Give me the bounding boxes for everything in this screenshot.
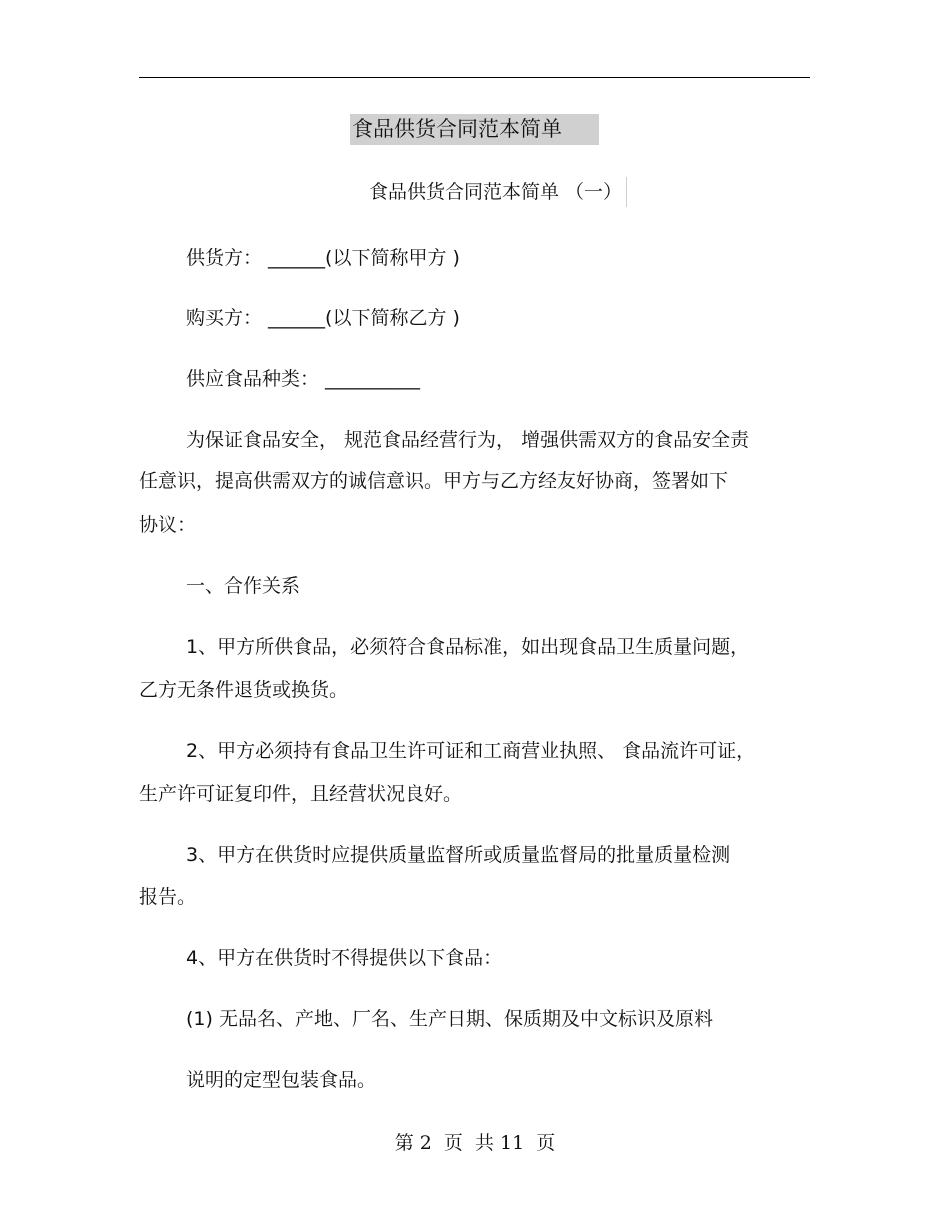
clause-1-line-2: 乙方无条件退货或换货。 xyxy=(139,679,349,701)
clause-4-line: 4、甲方在供货时不得提供以下食品： xyxy=(186,947,503,969)
intro-line-1: 为保证食品安全， 规范食品经营行为， 增强供需双方的食品安全责 xyxy=(186,429,750,451)
buyer-line: 购买方： ______(以下简称乙方 ) xyxy=(186,307,460,329)
document-title: 食品供货合同范本简单 xyxy=(350,114,599,145)
section-1-heading: 一、合作关系 xyxy=(186,575,301,597)
clause-4-item-1-line-2: 说明的定型包装食品。 xyxy=(186,1069,377,1091)
page-number-footer: 第 2 页 共 11 页 xyxy=(394,1132,556,1154)
contract-subtitle: 食品供货合同范本简单 （一） xyxy=(369,177,627,207)
intro-line-2: 任意识，提高供需双方的诚信意识。甲方与乙方经友好协商，签署如下 xyxy=(139,470,729,492)
supplier-line: 供货方： ______(以下简称甲方 ) xyxy=(186,247,460,269)
clause-3-line-2: 报告。 xyxy=(139,886,197,908)
food-type-line: 供应食品种类： __________ xyxy=(186,368,421,390)
header-rule xyxy=(139,77,810,78)
clause-4-item-1-line-1: (1) 无品名、产地、厂名、生产日期、保质期及中文标识及原料 xyxy=(186,1008,713,1030)
intro-line-3: 协议： xyxy=(139,514,197,536)
clause-2-line-1: 2、甲方必须持有食品卫生许可证和工商营业执照、 食品流许可证， xyxy=(186,740,756,762)
clause-2-line-2: 生产许可证复印件，且经营状况良好。 xyxy=(139,783,463,805)
clause-1-line-1: 1、甲方所供食品，必须符合食品标准，如出现食品卫生质量问题， xyxy=(186,636,750,658)
clause-3-line-1: 3、甲方在供货时应提供质量监督所或质量监督局的批量质量检测 xyxy=(186,844,731,866)
